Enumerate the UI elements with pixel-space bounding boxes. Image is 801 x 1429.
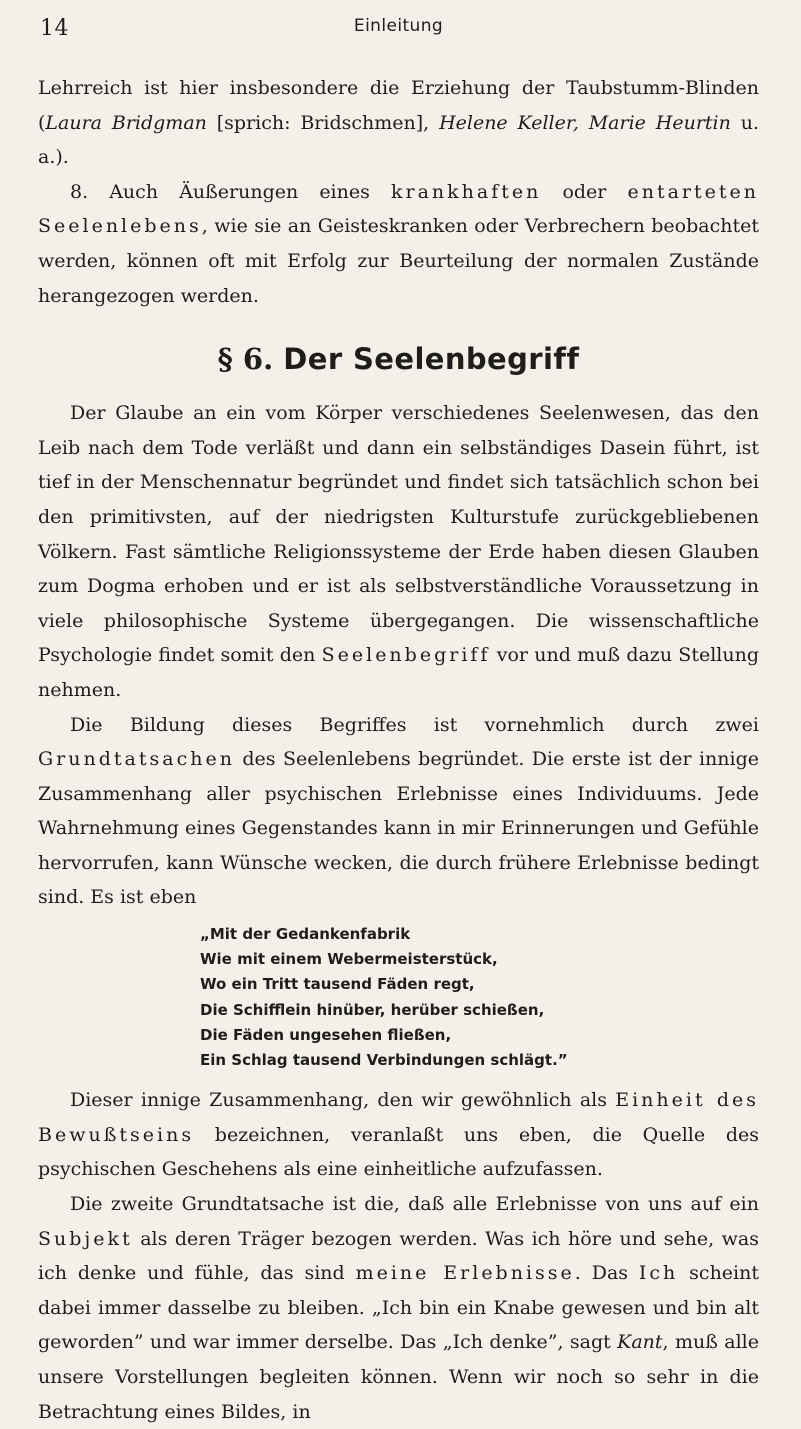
- paragraph-6-text-5: , muß alle unsere Vorstellungen begleiten können. Wenn wir noch so sehr in die Betrachtung eines Bildes, in: [38, 1331, 759, 1423]
- paragraph-2: [38, 175, 759, 313]
- poem-line: Die Fäden ungesehen fließen,: [200, 1025, 452, 1044]
- paragraph-3-spaced-1: Seelenbegriff: [321, 644, 491, 667]
- paragraph-6-text-2: als deren Träger bezogen werden. Was ich höre und sehe, was ich denke und fühle, das sind: [38, 1227, 759, 1285]
- paragraph-1-text-2: [sprich: Bridschmen],: [206, 111, 440, 134]
- paragraph-5: [38, 1083, 759, 1187]
- paragraph-5-spaced-1: Einheit des Bewußtseins: [38, 1089, 759, 1146]
- poem-line: Die Schifflein hinüber, herüber schießen,: [200, 1000, 545, 1019]
- running-head: [38, 14, 759, 42]
- paragraph-2-spaced-1: krankhaften: [390, 180, 542, 203]
- paragraph-1: [38, 71, 759, 175]
- paragraph-6-spaced-1: Subjekt: [38, 1227, 133, 1250]
- paragraph-1-text-3: u. a.).: [38, 111, 759, 169]
- paragraph-2-text-1: 8. Auch Äußerungen eines: [70, 180, 391, 203]
- running-title: Einleitung: [353, 16, 444, 36]
- paragraph-2-spaced-2: entarteten Seelenlebens: [38, 180, 759, 238]
- paragraph-5-text-1: Dieser innige Zusammenhang, den wir gewöhnlich als: [70, 1089, 616, 1112]
- section-name: Der Seelenbegriff: [283, 342, 580, 377]
- page-number: 14: [40, 16, 69, 41]
- paragraph-4-text-1: Die Bildung dieses Begriffes ist vornehmlich durch zwei: [70, 713, 759, 736]
- paragraph-3-text-2: vor und muß dazu Stellung nehmen.: [38, 644, 759, 701]
- paragraph-6: [38, 1187, 759, 1429]
- paragraph-6-italic-1: Kant: [617, 1331, 663, 1354]
- paragraph-4: [38, 708, 759, 916]
- paragraph-1-italic-2: Helene Keller, Marie Heurtin: [439, 111, 731, 134]
- paragraph-5-text-2: bezeichnen, veranlaßt uns eben, die Quelle des psychischen Geschehens als eine einheitliche aufzufassen.: [38, 1123, 759, 1181]
- paragraph-3: [38, 396, 759, 707]
- poem-line: Wie mit einem Webermeisterstück,: [200, 950, 498, 969]
- paragraph-1-italic-1: Laura Bridgman: [45, 111, 207, 134]
- poem-line: Wo ein Tritt tausend Fäden regt,: [200, 975, 475, 994]
- paragraph-6-spaced-3: Ich: [638, 1262, 679, 1285]
- paragraph-3-text-1: Der Glaube an ein vom Körper verschiedenes Seelenwesen, das den Leib nach dem Tode verläßt und dann ein selbständiges Dasein führt, ist tief in der Menschennatur begründet und findet sich tatsächlich schon bei den primitivsten, auf der niedrigsten Kulturstufe zurückgebliebenen Völkern. Fast sämtliche Religionssysteme der Erde haben diesen Glauben zum Dogma erhoben und er ist als selbstverständliche Voraussetzung in viele philosophische Systeme übergegangen. Die wissenschaftliche Psychologie findet somit den: [38, 402, 759, 667]
- section-number: § 6.: [217, 342, 274, 377]
- paragraph-4-spaced-1: Grundtatsachen: [38, 748, 235, 771]
- paragraph-1-text-1: Lehrreich ist hier insbesondere die Erziehung der Taubstumm-Blinden (: [38, 77, 759, 134]
- poem-line: Ein Schlag tausend Verbindungen schlägt.”: [200, 1051, 568, 1070]
- body-text: [38, 71, 759, 1429]
- paragraph-4-text-2: des Seelenlebens begründet. Die erste ist der innige Zusammenhang aller psychischen Erlebnisse eines Individuums. Jede Wahrnehmung eines Gegenstandes kann in mir Erinnerungen und Gefühle hervorrufen, kann Wünsche wecken, die durch frühere Erlebnisse bedingt sind. Es ist eben: [38, 748, 759, 909]
- paragraph-6-spaced-2: meine Erlebnisse: [355, 1262, 575, 1285]
- paragraph-6-text-4: scheint dabei immer dasselbe zu bleiben. „Ich bin ein Knabe gewesen und bin alt geworden” und war immer derselbe. Das „Ich denke”, sagt: [38, 1262, 759, 1354]
- section-title: [38, 340, 759, 378]
- paragraph-6-text-3: . Das: [574, 1262, 639, 1285]
- paragraph-6-text-1: Die zweite Grundtatsache ist die, daß alle Erlebnisse von uns auf ein: [70, 1193, 759, 1216]
- paragraph-2-text-2: oder: [541, 180, 628, 203]
- poem-quote: [200, 922, 759, 1073]
- poem-line: „Mit der Gedankenfabrik: [200, 925, 411, 944]
- paragraph-2-text-3: , wie sie an Geisteskranken oder Verbrechern beobachtet werden, können oft mit Erfolg zur Beurteilung der normalen Zustände herangezogen werden.: [38, 215, 759, 307]
